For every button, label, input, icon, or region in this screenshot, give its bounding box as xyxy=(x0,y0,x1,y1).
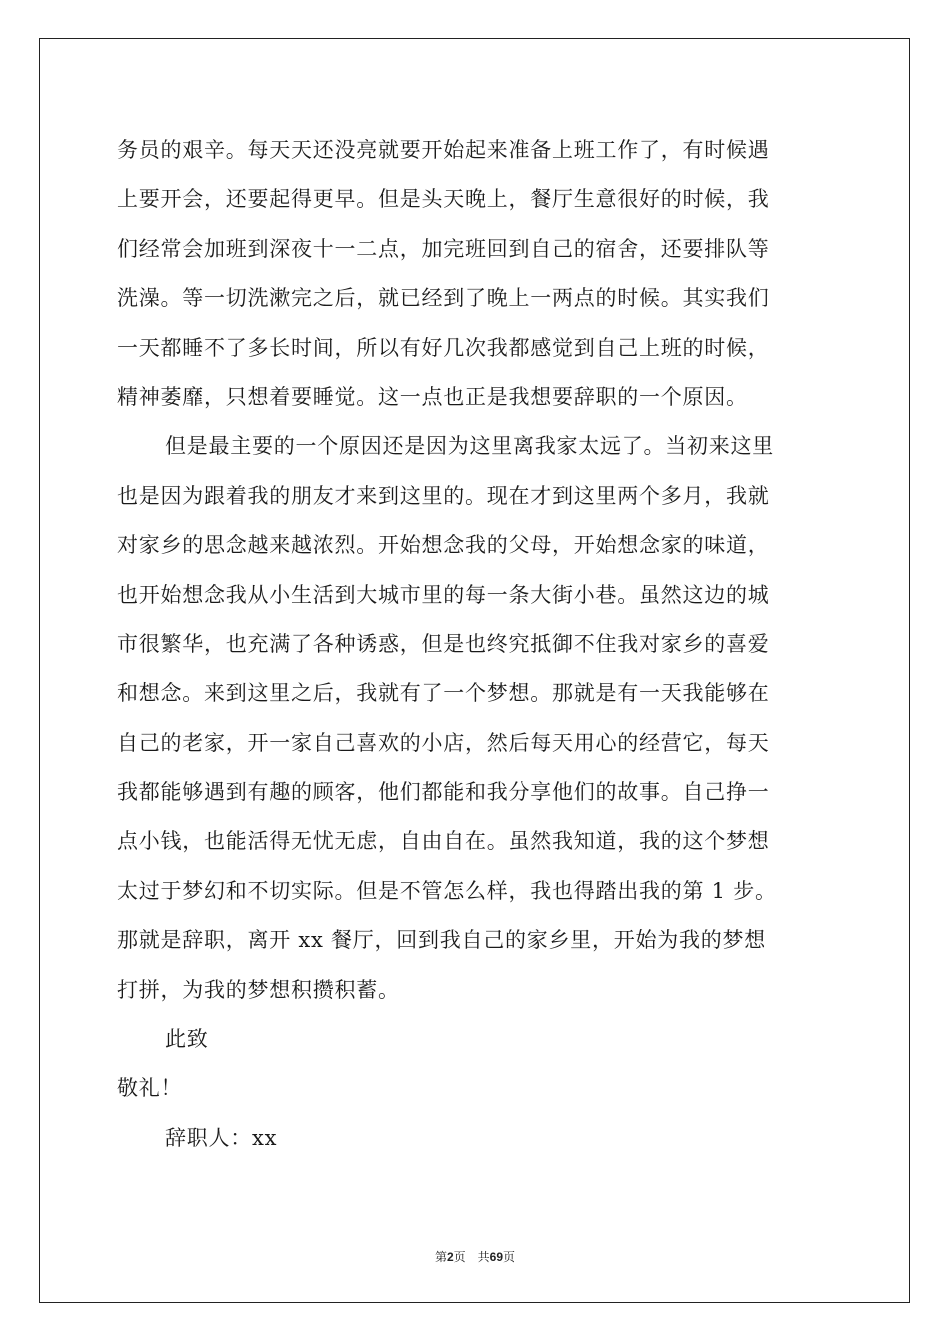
text-line: 太过于梦幻和不切实际。但是不管怎么样，我也得踏出我的第 1 步。 xyxy=(117,878,777,903)
text-line: 也是因为跟着我的朋友才来到这里的。现在才到这里两个多月，我就 xyxy=(117,483,770,508)
text-line: 打拼，为我的梦想积攒积蓄。 xyxy=(117,977,400,1002)
text-line: 对家乡的思念越来越浓烈。开始想念我的父母，开始想念家的味道， xyxy=(117,533,770,558)
text-line: 务员的艰辛。每天天还没亮就要开始起来准备上班工作了，有时候遇 xyxy=(117,138,770,162)
page-prefix: 第 xyxy=(434,1250,447,1264)
text-line: 精神萎靡，只想着要睡觉。这一点也正是我想要辞职的一个原因。 xyxy=(117,384,748,409)
closing: 此致 xyxy=(165,1027,209,1052)
total-prefix: 共 xyxy=(477,1250,490,1264)
paragraph-first-line: 但是最主要的一个原因还是因为这里离我家太远了。当初来这里 xyxy=(165,434,774,459)
total-suffix: 页 xyxy=(503,1250,516,1264)
text-line: 一天都睡不了多长时间，所以有好几次我都感觉到自己上班的时候， xyxy=(117,335,770,360)
text-line: 洗澡。等一切洗漱完之后，就已经到了晚上一两点的时候。其实我们 xyxy=(117,286,770,311)
text-line: 和想念。来到这里之后，我就有了一个梦想。那就是有一天我能够在 xyxy=(117,681,770,706)
text-line: 自己的老家，开一家自己喜欢的小店，然后每天用心的经营它，每天 xyxy=(117,730,770,755)
total-pages: 69 xyxy=(489,1250,504,1264)
page-number: 2 xyxy=(446,1250,454,1264)
page-footer xyxy=(0,1248,950,1265)
salutation: 敬礼！ xyxy=(117,1076,183,1101)
page-suffix: 页 xyxy=(453,1250,466,1264)
text-line: 我都能够遇到有趣的顾客，他们都能和我分享他们的故事。自己挣一 xyxy=(117,780,770,805)
text-line: 点小钱，也能活得无忧无虑，自由自在。虽然我知道，我的这个梦想 xyxy=(117,829,770,854)
signature: 辞职人：xx xyxy=(165,1125,278,1150)
text-line: 上要开会，还要起得更早。但是头天晚上，餐厅生意很好的时候，我 xyxy=(117,187,770,212)
text-line: 们经常会加班到深夜十一二点，加完班回到自己的宿舍，还要排队等 xyxy=(117,236,770,261)
text-line: 市很繁华，也充满了各种诱惑，但是也终究抵御不住我对家乡的喜爱 xyxy=(117,631,770,656)
text-line: 也开始想念我从小生活到大城市里的每一条大街小巷。虽然这边的城 xyxy=(117,582,770,607)
text-line: 那就是辞职，离开 xx 餐厅，回到我自己的家乡里，开始为我的梦想 xyxy=(117,928,767,953)
document-body xyxy=(117,126,837,1163)
